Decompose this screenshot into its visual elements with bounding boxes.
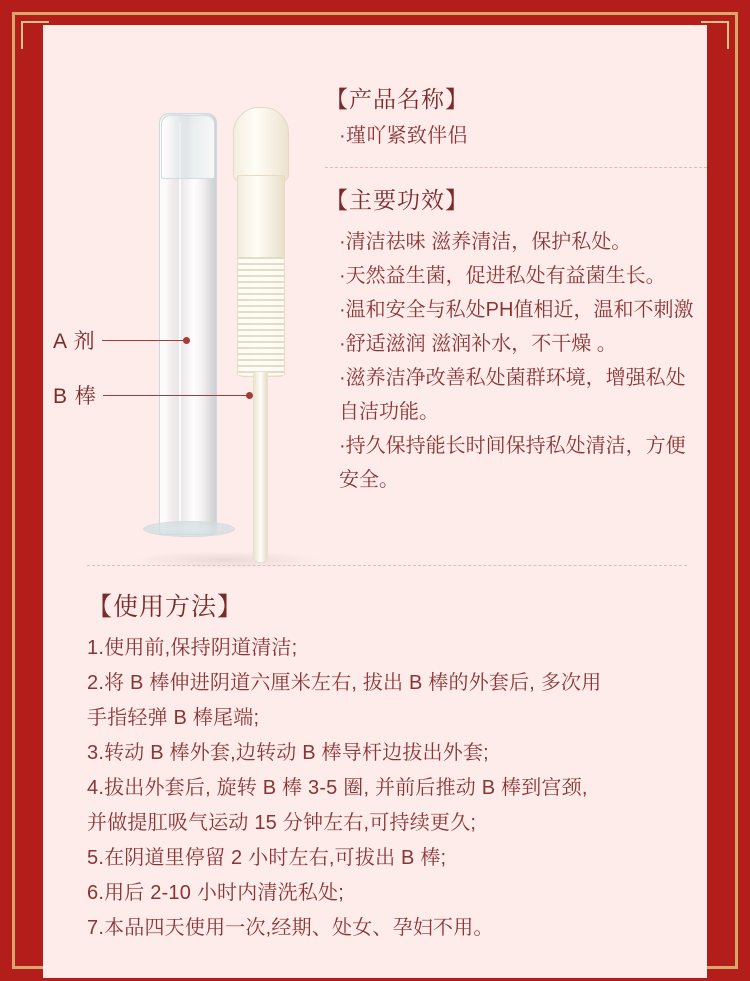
product-photo <box>91 65 321 535</box>
product-name-heading: 【产品名称】 <box>325 86 469 112</box>
effects-item: ·温和安全与私处PH值相近，温和不刺激 <box>339 299 694 321</box>
callout-leader-line-a <box>102 340 186 341</box>
usage-step: 3.转动 B 棒外套,边转动 B 棒导杆边拔出外套; <box>87 742 489 764</box>
effects-item: 安全。 <box>339 469 399 491</box>
product-shadow <box>131 551 321 569</box>
callout-label-a-text: A 剂 <box>53 330 96 353</box>
effects-item: ·清洁祛味 滋养清洁，保护私处。 <box>339 231 632 253</box>
callout-label-b-text: B 棒 <box>53 385 97 408</box>
usage-section <box>87 587 707 946</box>
product-name-value: ·瑾吖紧致伴侣 <box>339 125 468 147</box>
applicator-b-rod-icon <box>253 371 268 563</box>
effects-item: ·天然益生菌，促进私处有益菌生长。 <box>339 265 666 287</box>
content-area <box>43 25 707 978</box>
info-divider <box>325 167 707 168</box>
effects-heading: 【主要功效】 <box>325 187 469 213</box>
applicator-a-cap-icon <box>161 115 215 179</box>
effects-item: ·滋养洁净改善私处菌群环境，增强私处 <box>339 367 686 389</box>
usage-step: 5.在阴道里停留 2 小时左右,可拔出 B 棒; <box>87 847 447 869</box>
usage-step: 2.将 B 棒伸进阴道六厘米左右, 拔出 B 棒的外套后, 多次用 <box>87 672 602 694</box>
applicator-a-highlight <box>179 123 181 523</box>
callout-label-a <box>53 325 186 355</box>
effects-item: 自洁功能。 <box>339 401 439 423</box>
content-panel <box>43 25 707 978</box>
callout-leader-line-b <box>103 395 249 396</box>
usage-step: 1.使用前,保持阴道清洁; <box>87 637 298 659</box>
effects-item: ·舒适滋润 滋润补水，不干燥 。 <box>339 333 617 355</box>
effects-item: ·持久保持能长时间保持私处清洁，方便 <box>339 435 686 457</box>
usage-step: 6.用后 2-10 小时内清洗私处; <box>87 882 344 904</box>
usage-step: 7.本品四天使用一次,经期、处女、孕妇不用。 <box>87 917 494 939</box>
usage-step: 并做提肛吸气运动 15 分钟左右,可持续更久; <box>87 812 477 834</box>
effects-list <box>325 225 707 497</box>
applicator-b-grip-icon <box>237 257 285 375</box>
usage-heading: 【使用方法】 <box>87 593 244 621</box>
usage-step: 4.拔出外套后, 旋转 B 棒 3-5 圈, 并前后推动 B 棒到宫颈, <box>87 777 588 799</box>
callout-label-b <box>53 380 249 410</box>
decorative-outer-frame <box>12 12 738 969</box>
section-divider <box>87 565 687 566</box>
product-info-column <box>325 81 707 497</box>
applicator-b-cap-icon <box>233 107 289 181</box>
applicator-a-base-icon <box>143 521 235 537</box>
usage-step: 手指轻弹 B 棒尾端; <box>87 707 260 729</box>
product-overview-section <box>43 25 707 537</box>
